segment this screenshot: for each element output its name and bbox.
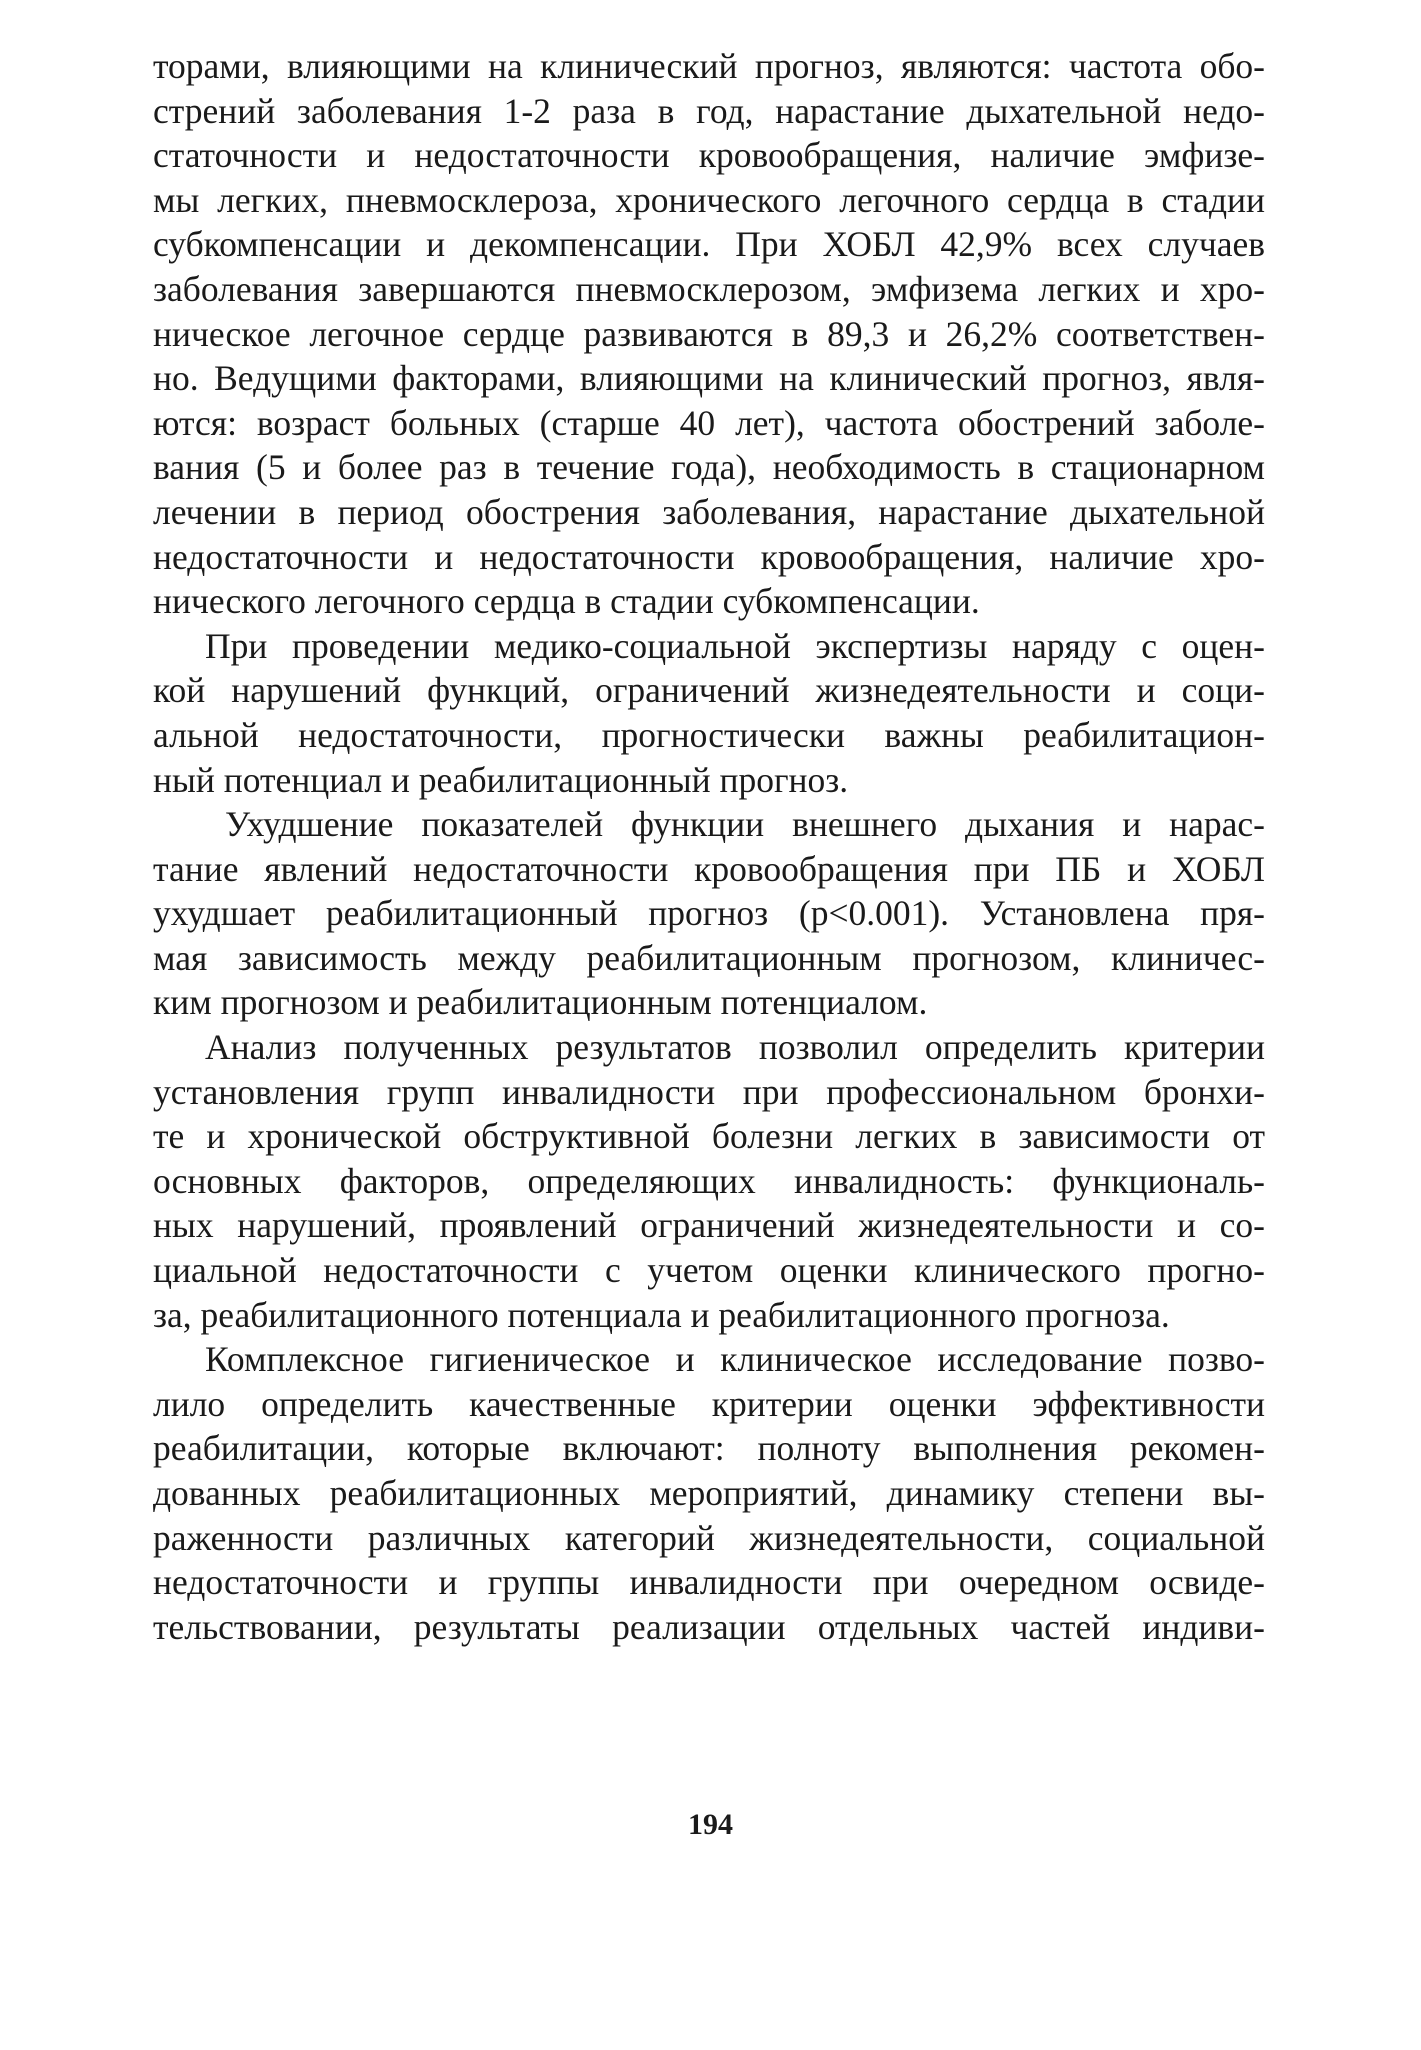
text-line: Анализ полученных результатов позволил определить критерии <box>205 1027 1265 1068</box>
text-line: заболевания завершаются пневмосклерозом, эмфизема легких и хро- <box>153 268 1265 309</box>
text-line: установления групп инвалидности при профессиональном бронхи- <box>153 1071 1265 1112</box>
text-line: недостаточности и группы инвалидности при очередном освиде- <box>153 1562 1265 1603</box>
text-line: недостаточности и недостаточности кровообращения, наличие хро- <box>153 536 1265 577</box>
text-line: тельствовании, результаты реализации отдельных частей индиви- <box>153 1606 1265 1647</box>
text-line: ухудшает реабилитационный прогноз (p<0.001). Установлена пря- <box>153 893 1265 934</box>
body-text <box>153 44 1265 1649</box>
text-line: мая зависимость между реабилитационным прогнозом, клиничес- <box>153 937 1265 978</box>
paragraph-4 <box>153 1025 1265 1337</box>
paragraph-1 <box>153 44 1265 624</box>
text-line: ный потенциал и реабилитационный прогноз. <box>153 759 849 800</box>
text-line: ким прогнозом и реабилитационным потенциалом. <box>153 982 928 1023</box>
page-number: 194 <box>688 1808 733 1841</box>
text-line: но. Ведущими факторами, влияющими на клинический прогноз, явля- <box>153 358 1265 399</box>
text-line: циальной недостаточности с учетом оценки клинического прогно- <box>153 1250 1265 1291</box>
text-line: субкомпенсации и декомпенсации. При ХОБЛ 42,9% всех случаев <box>153 224 1265 265</box>
paragraph-3 <box>153 802 1265 1025</box>
text-line: основных факторов, определяющих инвалидность: функциональ- <box>153 1160 1265 1201</box>
text-line: статочности и недостаточности кровообращения, наличие эмфизе- <box>153 135 1265 176</box>
text-line: лило определить качественные критерии оценки эффективности <box>153 1383 1265 1424</box>
text-line: тание явлений недостаточности кровообращения при ПБ и ХОБЛ <box>153 848 1265 889</box>
text-line: ются: возраст больных (старше 40 лет), частота обострений заболе- <box>153 402 1265 443</box>
text-line: вания (5 и более раз в течение года), необходимость в стационарном <box>153 447 1265 488</box>
text-line: торами, влияющими на клинический прогноз, являются: частота обо- <box>153 46 1265 86</box>
text-line: Ухудшение показателей функции внешнего дыхания и нарас- <box>225 804 1265 845</box>
text-line: кой нарушений функций, ограничений жизнедеятельности и соци- <box>153 670 1265 711</box>
text-line: нического легочного сердца в стадии субкомпенсации. <box>153 581 980 622</box>
text-line: те и хронической обструктивной болезни легких в зависимости от <box>153 1116 1265 1157</box>
paragraph-5 <box>153 1337 1265 1649</box>
text-line: ных нарушений, проявлений ограничений жизнедеятельности и со- <box>153 1205 1265 1246</box>
text-line: лечении в период обострения заболевания, нарастание дыхательной <box>153 491 1265 532</box>
text-line: Комплексное гигиеническое и клиническое исследование позво- <box>205 1339 1265 1380</box>
text-line: При проведении медико-социальной экспертизы наряду с оцен- <box>205 625 1265 666</box>
text-line: реабилитации, которые включают: полноту выполнения рекомен- <box>153 1428 1265 1469</box>
text-line: стрений заболевания 1-2 раза в год, нарастание дыхательной недо- <box>153 90 1265 131</box>
text-line: за, реабилитационного потенциала и реабилитационного прогноза. <box>153 1294 1170 1335</box>
text-line: мы легких, пневмосклероза, хронического легочного сердца в стадии <box>153 179 1265 220</box>
text-line: раженности различных категорий жизнедеятельности, социальной <box>153 1517 1265 1558</box>
text-line: дованных реабилитационных мероприятий, динамику степени вы- <box>153 1473 1265 1513</box>
text-line: ническое легочное сердце развиваются в 89,3 и 26,2% соответствен- <box>153 313 1265 354</box>
text-line: альной недостаточности, прогностически важны реабилитацион- <box>153 714 1265 755</box>
paragraph-2 <box>153 624 1265 802</box>
